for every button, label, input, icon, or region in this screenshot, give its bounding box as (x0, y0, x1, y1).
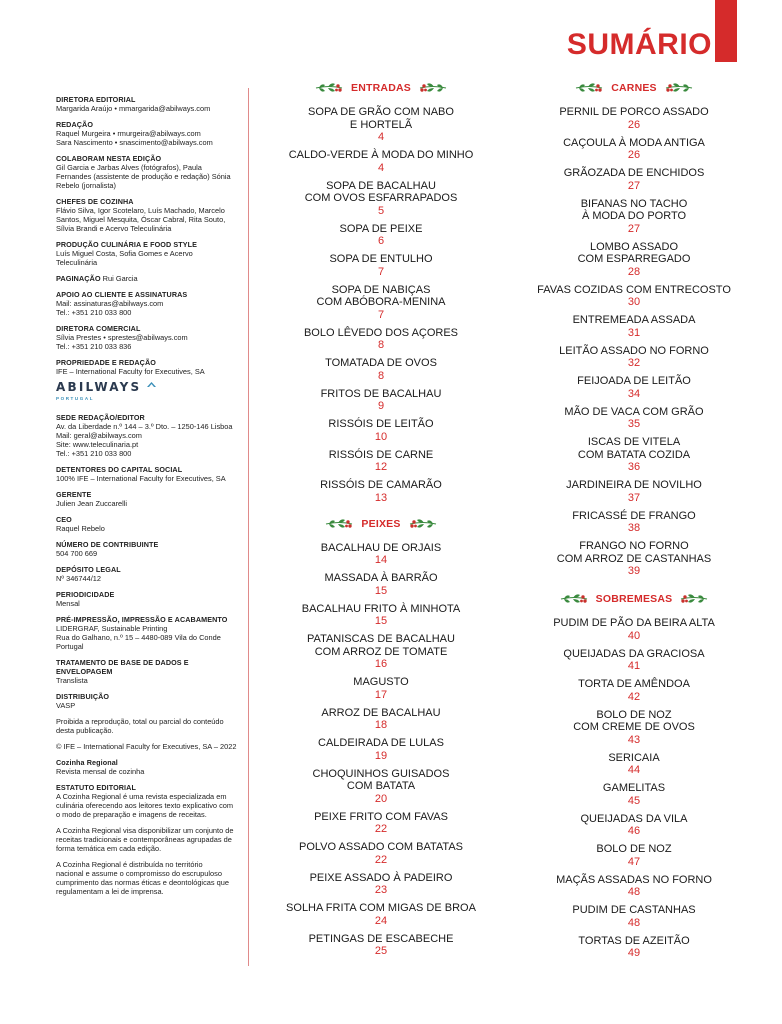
toc-entry (276, 149, 486, 174)
recipe-title: PEIXE ASSADO À PADEIRO (309, 871, 453, 884)
toc-entry (529, 345, 739, 370)
credit-heading: PROPRIEDADE E REDAÇÃO (56, 358, 156, 367)
page-number: 36 (627, 461, 641, 473)
page-number: 32 (627, 357, 641, 369)
toc-entry (529, 843, 739, 868)
toc-entry (529, 436, 739, 473)
credit-line: Flávio Silva, Igor Scotelaro, Luís Machado, Marcelo (56, 206, 225, 215)
recipe-title: SOLHA FRITA COM MIGAS DE BROA (286, 902, 476, 914)
toc-entry (276, 603, 486, 628)
page-number: 10 (374, 430, 388, 443)
credit-heading: SEDE REDAÇÃO/EDITOR (56, 413, 145, 422)
recipe-title: POLVO ASSADO COM BATATAS (298, 841, 464, 853)
credit-block (56, 860, 246, 896)
credit-block (56, 274, 246, 283)
toc-entry (529, 167, 739, 192)
page-number: 12 (374, 461, 388, 473)
credit-heading: PERIODICIDADE (56, 590, 115, 599)
page-number: 4 (377, 131, 385, 143)
credit-line: Sílvia Brandi e Acervo Teleculinária (56, 224, 172, 233)
toc-entry (529, 782, 739, 807)
recipe-title: GAMELITAS (602, 782, 666, 794)
page-number: 8 (377, 339, 385, 351)
recipe-title: CALDEIRADA DE LULAS (318, 737, 444, 749)
toc-entry (529, 314, 739, 339)
toc-entry (276, 479, 486, 504)
credit-line: A Cozinha Regional é distribuída no território (56, 860, 203, 869)
credit-line: forma temática em cada edição. (56, 844, 162, 853)
recipe-title: SOPA DE GRÃO COM NABO E HORTELÃ (308, 106, 454, 131)
toc-column-right (529, 78, 739, 965)
credit-line: Tel.: +351 210 033 800 (56, 308, 132, 317)
page-number: 40 (627, 629, 641, 642)
credit-line: Tel.: +351 210 033 836 (56, 342, 132, 351)
credit-line: Translista (56, 676, 88, 685)
toc-entry (276, 284, 486, 321)
credit-line: Santos, Miguel Mesquita, Óscar Cabral, Rita Souto, (56, 215, 226, 224)
recipe-title: RISSÓIS DE LEITÃO (328, 418, 434, 430)
page-number: 30 (627, 296, 641, 308)
page-number: 46 (627, 825, 641, 837)
credit-line: Raquel Rebelo (56, 524, 105, 533)
credit-line: receitas tradicionais e contemporâneas agrupadas de (56, 835, 232, 844)
recipe-title: MAÇÃS ASSADAS NO FORNO (556, 873, 712, 886)
page-number: 35 (627, 418, 641, 430)
section-items-sobremesas (529, 617, 739, 959)
recipe-title: SOPA DE NABIÇAS COM ABÓBORA-MENINA (316, 283, 446, 308)
credit-block (56, 783, 246, 819)
credit-block (56, 565, 246, 583)
page-number: 6 (377, 235, 385, 247)
recipe-title: PETINGAS DE ESCABECHE (308, 932, 454, 945)
page-number: 15 (374, 615, 388, 627)
credit-block (56, 197, 246, 233)
page-number: 4 (377, 161, 385, 174)
recipe-title: FRICASSÉ DE FRANGO (572, 509, 696, 522)
credit-line: Fernandes (assistente de produção e redação) Sónia (56, 172, 231, 181)
recipe-title: LOMBO ASSADO COM ESPARREGADO (577, 240, 691, 265)
credit-block (56, 120, 246, 147)
page-number: 27 (627, 222, 641, 235)
page-number: 13 (374, 491, 388, 504)
recipe-title: MÃO DE VACA COM GRÃO (564, 405, 704, 418)
credit-block (56, 742, 246, 751)
toc-entry (276, 449, 486, 474)
section-title-peixes: PEIXES (361, 517, 401, 530)
recipe-title: PEIXE FRITO COM FAVAS (314, 810, 448, 823)
holly-sprig-icon (665, 80, 693, 96)
section-title-sobremesas: SOBREMESAS (595, 593, 673, 605)
holly-sprig-icon (680, 591, 708, 607)
credit-line: Margarida Araújo • mmargarida@abilways.com (56, 104, 211, 113)
page-number: 25 (374, 945, 388, 957)
credit-heading: NÚMERO DE CONTRIBUINTE (56, 540, 159, 549)
holly-sprig-icon (575, 80, 603, 96)
credit-block (56, 358, 246, 376)
page-number: 37 (627, 491, 641, 504)
page-number: 26 (627, 118, 641, 131)
toc-entry (529, 198, 739, 235)
toc-entry (529, 874, 739, 899)
page-number: 18 (374, 719, 388, 731)
credit-line: Portugal (56, 642, 84, 651)
toc-entry (529, 935, 739, 960)
section-header-carnes (529, 78, 739, 98)
page-number: 45 (627, 794, 641, 807)
holly-sprig-icon (560, 591, 588, 607)
credit-block (56, 717, 246, 735)
page-number: 26 (627, 149, 641, 161)
credit-block (56, 324, 246, 351)
page-number: 48 (627, 886, 641, 898)
section-sobremesas (529, 589, 739, 959)
recipe-title: FAVAS COZIDAS COM ENTRECOSTO (537, 283, 731, 296)
recipe-title: QUEIJADAS DA GRACIOSA (563, 647, 705, 660)
toc-entry (529, 904, 739, 929)
credit-line: culinária oferecendo aos leitores texto explicativo com (56, 801, 234, 810)
page-number: 5 (377, 204, 385, 217)
credit-heading: TRATAMENTO DE BASE DE DADOS E ENVELOPAGEM (56, 658, 189, 676)
toc-entry (529, 137, 739, 162)
recipe-title: BOLO LÊVEDO DOS AÇORES (303, 326, 459, 339)
recipe-title: CALDO-VERDE À MODA DO MINHO (288, 149, 474, 161)
toc-entry (276, 841, 486, 866)
holly-sprig-icon (325, 516, 353, 532)
recipe-title: PUDIM DE PÃO DA BEIRA ALTA (553, 617, 715, 629)
credit-line: desta publicação. (56, 726, 114, 735)
page-number: 14 (374, 554, 388, 566)
section-title-entradas: ENTRADAS (351, 82, 411, 94)
credit-line (56, 274, 246, 283)
credit-heading: PRODUÇÃO CULINÁRIA E FOOD STYLE (56, 240, 197, 249)
credit-line: o modo de preparação e imagens de receitas. (56, 810, 207, 819)
toc-entry (276, 633, 486, 670)
page-number: 23 (374, 884, 388, 896)
credit-block (56, 826, 246, 853)
page-number: 31 (627, 326, 641, 339)
section-carnes (529, 78, 739, 577)
toc-entry (529, 813, 739, 838)
toc-entry (276, 357, 486, 382)
holly-sprig-icon (419, 80, 447, 96)
page-number: 8 (377, 369, 385, 382)
recipe-title: BACALHAU FRITO À MINHOTA (301, 602, 461, 615)
toc-entry (276, 676, 486, 701)
recipe-title: PUDIM DE CASTANHAS (572, 904, 696, 916)
recipe-title: PERNIL DE PORCO ASSADO (559, 106, 709, 118)
page-number: 41 (627, 660, 641, 672)
credit-block (56, 240, 246, 267)
brand-subtitle: PORTUGAL (56, 396, 95, 401)
toc-entry (529, 241, 739, 278)
recipe-title: ISCAS DE VITELA COM BATATA COZIDA (577, 436, 691, 461)
recipe-title: CHOQUINHOS GUISADOS COM BATATA (312, 767, 450, 792)
page-number: 28 (627, 265, 641, 278)
credit-block (56, 590, 246, 608)
page-number: 7 (377, 308, 385, 321)
recipe-title: SOPA DE PEIXE (339, 222, 423, 235)
recipe-title: SOPA DE BACALHAU COM OVOS ESFARRAPADOS (304, 179, 458, 204)
recipe-title: MASSADA À BARRÃO (324, 572, 438, 584)
recipe-title: PATANISCAS DE BACALHAU COM ARROZ DE TOMATE (307, 633, 455, 658)
brand-logo (56, 380, 246, 403)
page-number: 17 (374, 688, 388, 701)
credit-line: IFE – International Faculty for Executives, SA (56, 367, 205, 376)
credit-line: Proibida a reprodução, total ou parcial do conteúdo (56, 717, 224, 726)
section-items-peixes (276, 542, 486, 958)
credit-line: A Cozinha Regional é uma revista especializada em (56, 792, 227, 801)
credit-line: Nº 346744/12 (56, 574, 102, 583)
toc-entry (276, 572, 486, 597)
toc-entry (276, 707, 486, 732)
recipe-title: TORTAS DE AZEITÃO (578, 934, 690, 947)
page-number: 15 (374, 584, 388, 597)
credit-block (56, 540, 246, 558)
toc-entry (529, 106, 739, 131)
toc-entry (529, 406, 739, 431)
section-header-sobremesas (529, 589, 739, 609)
credit-line: nacional e assume o compromisso do escrupuloso (56, 869, 222, 878)
page-title: SUMÁRIO (566, 28, 712, 61)
page-number: 27 (627, 179, 641, 192)
credit-block (56, 658, 246, 685)
toc-entry (529, 540, 739, 577)
toc-entry (276, 768, 486, 805)
credit-heading: REDAÇÃO (56, 120, 94, 129)
recipe-title: ENTREMEADA ASSADA (572, 314, 696, 326)
credit-heading: PAGINAÇÃO (56, 274, 101, 283)
credit-block (56, 95, 246, 113)
toc-entry (276, 872, 486, 897)
toc-entry (529, 479, 739, 504)
toc-entry (276, 933, 486, 958)
credit-text: Rui Garcia (100, 274, 138, 283)
holly-sprig-icon (409, 516, 437, 532)
toc-entry (529, 617, 739, 642)
toc-entry (276, 253, 486, 278)
page-number: 48 (627, 916, 641, 929)
page-number: 9 (377, 400, 385, 412)
recipe-title: GRÃOZADA DE ENCHIDOS (563, 167, 705, 179)
page-number: 24 (374, 914, 388, 927)
toc-entry (276, 223, 486, 248)
credit-line: Luís Miguel Costa, Sofia Gomes e Acervo (56, 249, 193, 258)
toc-entry (276, 418, 486, 443)
credit-block (56, 290, 246, 317)
toc-entry (529, 284, 739, 309)
column-divider (248, 88, 249, 966)
credit-line: Revista mensal de cozinha (56, 767, 145, 776)
recipe-title: FEIJOADA DE LEITÃO (577, 375, 691, 387)
credit-block (56, 490, 246, 508)
credit-line: Rua do Galhano, n.º 15 – 4480-089 Vila do Conde (56, 633, 221, 642)
credit-line: Site: www.teleculinaria.pt (56, 440, 139, 449)
page-number: 44 (627, 764, 641, 776)
recipe-title: BIFANAS NO TACHO À MODA DO PORTO (580, 197, 688, 222)
credit-line: Sara Nascimento • snascimento@abilways.com (56, 138, 213, 147)
holly-sprig-icon (315, 80, 343, 96)
credit-heading: DISTRIBUIÇÃO (56, 692, 110, 701)
page-number: 38 (627, 522, 641, 534)
toc-entry (276, 737, 486, 762)
recipe-title: TORTA DE AMÊNDOA (578, 678, 690, 690)
toc-entry (276, 327, 486, 352)
recipe-title: FRANGO NO FORNO COM ARROZ DE CASTANHAS (556, 540, 712, 565)
credit-line: VASP (56, 701, 76, 710)
section-items-carnes (529, 106, 739, 577)
credits-group-1 (56, 95, 246, 376)
credit-heading: CHEFES DE COZINHA (56, 197, 134, 206)
credit-line: © IFE – International Faculty for Executives, SA – 2022 (56, 742, 237, 751)
recipe-title: MAGUSTO (353, 676, 409, 688)
toc-entry (276, 902, 486, 927)
recipe-title: SOPA DE ENTULHO (329, 253, 433, 265)
credit-line: Rebelo (jornalista) (56, 181, 116, 190)
toc-entry (276, 542, 486, 567)
credit-line: Av. da Liberdade n.º 144 – 3.º Dto. – 1250-146 Lisboa (56, 422, 233, 431)
credit-line: Raquel Murgeira • rmurgeira@abilways.com (56, 129, 201, 138)
credit-heading: DIRETORA EDITORIAL (56, 95, 136, 104)
abilways-logo-icon (147, 381, 156, 388)
page-number: 7 (377, 265, 385, 278)
recipe-title: JARDINEIRA DE NOVILHO (566, 479, 702, 491)
credit-block (56, 515, 246, 533)
recipe-title: BOLO DE NOZ COM CREME DE OVOS (573, 708, 695, 733)
section-header-entradas (276, 78, 486, 98)
page-number: 22 (374, 823, 388, 835)
page-number: 16 (374, 658, 388, 670)
credit-line: Teleculinária (56, 258, 98, 267)
recipe-title: RISSÓIS DE CARNE (328, 448, 434, 461)
recipe-title: BOLO DE NOZ (596, 843, 672, 855)
section-peixes (276, 514, 486, 958)
title-accent-bar (715, 0, 737, 62)
credit-line: 504 700 669 (56, 549, 98, 558)
page-number: 43 (627, 733, 641, 746)
recipe-title: FRITOS DE BACALHAU (320, 387, 442, 400)
credit-block (56, 692, 246, 710)
recipe-title: TOMATADA DE OVOS (325, 357, 437, 369)
page-number: 20 (374, 792, 388, 805)
credit-heading: DETENTORES DO CAPITAL SOCIAL (56, 465, 183, 474)
credit-heading: PRÉ-IMPRESSÃO, IMPRESSÃO E ACABAMENTO (56, 615, 228, 624)
credit-line: Julien Jean Zuccarelli (56, 499, 128, 508)
recipe-title: RISSÓIS DE CAMARÃO (320, 479, 442, 491)
recipe-title: CAÇOULA À MODA ANTIGA (563, 136, 705, 149)
toc-entry (276, 388, 486, 413)
toc-entry (529, 510, 739, 535)
credit-heading: Cozinha Regional (56, 758, 118, 767)
section-title-carnes: CARNES (611, 82, 657, 94)
toc-entry (529, 375, 739, 400)
credit-heading: CEO (56, 515, 72, 524)
credit-line: Mail: geral@abilways.com (56, 431, 142, 440)
page-number: 22 (374, 853, 388, 866)
page-number: 39 (627, 565, 641, 577)
credit-block (56, 413, 246, 458)
toc-column-left (276, 78, 486, 963)
brand-name: ABILWAYS (56, 380, 142, 394)
credit-block (56, 615, 246, 651)
recipe-title: LEITÃO ASSADO NO FORNO (559, 344, 709, 357)
recipe-title: BACALHAU DE ORJAIS (320, 541, 442, 554)
masthead-credits (56, 95, 246, 903)
credit-line: LIDERGRAF, Sustainable Printing (56, 624, 168, 633)
recipe-title: SERICAIA (608, 751, 660, 764)
toc-entry (276, 106, 486, 143)
credit-line: cumprimento das normas éticas e deontológicas que (56, 878, 229, 887)
credit-line: A Cozinha Regional visa disponibilizar um conjunto de (56, 826, 234, 835)
page-number: 34 (627, 387, 641, 400)
page-number: 49 (627, 947, 641, 959)
credit-line: Sílvia Prestes • sprestes@abilways.com (56, 333, 188, 342)
credit-heading: APOIO AO CLIENTE E ASSINATURAS (56, 290, 188, 299)
section-header-peixes (276, 514, 486, 534)
credit-block (56, 154, 246, 190)
page-number: 19 (374, 749, 388, 762)
toc-entry (529, 648, 739, 673)
toc-entry (529, 678, 739, 703)
credit-heading: COLABORAM NESTA EDIÇÃO (56, 154, 162, 163)
credit-line: Gil Garcia e Jarbas Alves (fotógrafos), Paula (56, 163, 202, 172)
credit-heading: ESTATUTO EDITORIAL (56, 783, 136, 792)
credit-line: 100% IFE – International Faculty for Executives, SA (56, 474, 226, 483)
credit-heading: DEPÓSITO LEGAL (56, 565, 121, 574)
toc-entry (529, 709, 739, 746)
page-number: 47 (627, 855, 641, 868)
credit-block (56, 758, 246, 776)
recipe-title: QUEIJADAS DA VILA (580, 812, 688, 825)
section-items-entradas (276, 106, 486, 504)
page-number: 42 (627, 690, 641, 703)
credit-line: regulamentam a lei de imprensa. (56, 887, 164, 896)
recipe-title: ARROZ DE BACALHAU (321, 706, 441, 719)
credit-heading: DIRETORA COMERCIAL (56, 324, 141, 333)
toc-entry (276, 811, 486, 836)
section-entradas (276, 78, 486, 504)
credit-line: Tel.: +351 210 033 800 (56, 449, 132, 458)
toc-entry (529, 752, 739, 777)
credit-line: Mensal (56, 599, 80, 608)
credits-group-2 (56, 413, 246, 896)
credit-heading: GERENTE (56, 490, 92, 499)
credit-block (56, 465, 246, 483)
credit-line: Mail: assinaturas@abilways.com (56, 299, 164, 308)
toc-entry (276, 180, 486, 217)
